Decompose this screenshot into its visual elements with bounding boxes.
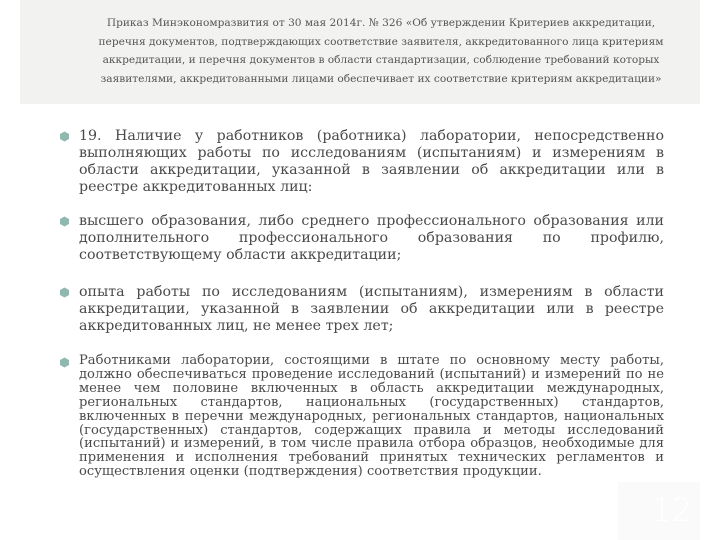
list-item-text: Работниками лаборатории, состоящими в штате по основному месту работы, должно обеспечиваться проведение исследований (испытаний) и измерений по не менее чем половине включенных в область аккредитации международных, региональных стандартов, национальных (государственных) стандартов, включенных в перечни международных, региональных стандартов, национальных (государственных) стандартов, содержащих правила и методы исследований (испытаний) и измерений, в том числе правила отбора образцов, необходимые для применения и исполнения требований принятых технических регламентов и осуществления оценки (подтверждения) соответствия продукции. — [79, 353, 664, 480]
page-number: 12 — [651, 491, 692, 529]
hexagon-bullet-icon — [59, 216, 70, 227]
slide-title: Приказ Минэкономразвития от 30 мая 2014г. № 326 «Об утверждении Критериев аккредитации, перечня документов, подтверждающих соответствие заявителя, аккредитованного лица критериям аккредитации, и перечня документов в области стандартизации, соблюдение требований которых заявителями, аккредитованными лицами обеспечивает их соответствие критериям аккредитации» — [98, 17, 664, 85]
hexagon-bullet-icon — [59, 131, 70, 142]
slide-body — [20, 104, 700, 540]
hexagon-bullet-icon — [59, 287, 70, 298]
slide-header — [20, 0, 700, 104]
list-item-text: высшего образования, либо среднего профессионального образования или дополнительного профессионального образования по профилю, соответствующему области аккредитации; — [79, 213, 664, 263]
hexagon-bullet-icon — [59, 357, 70, 368]
list-item-text: 19. Наличие у работников (работника) лаборатории, непосредственно выполняющих работы по исследованиям (испытаниям) и измерениям в области аккредитации, указанной в заявлении об аккредитации или в реестре аккредитованных лиц: — [79, 128, 664, 195]
list-item-text: опыта работы по исследованиям (испытаниям), измерениям в области аккредитации, указанной в заявлении об аккредитации или в реестре аккредитованных лиц, не менее трех лет; — [79, 284, 664, 334]
